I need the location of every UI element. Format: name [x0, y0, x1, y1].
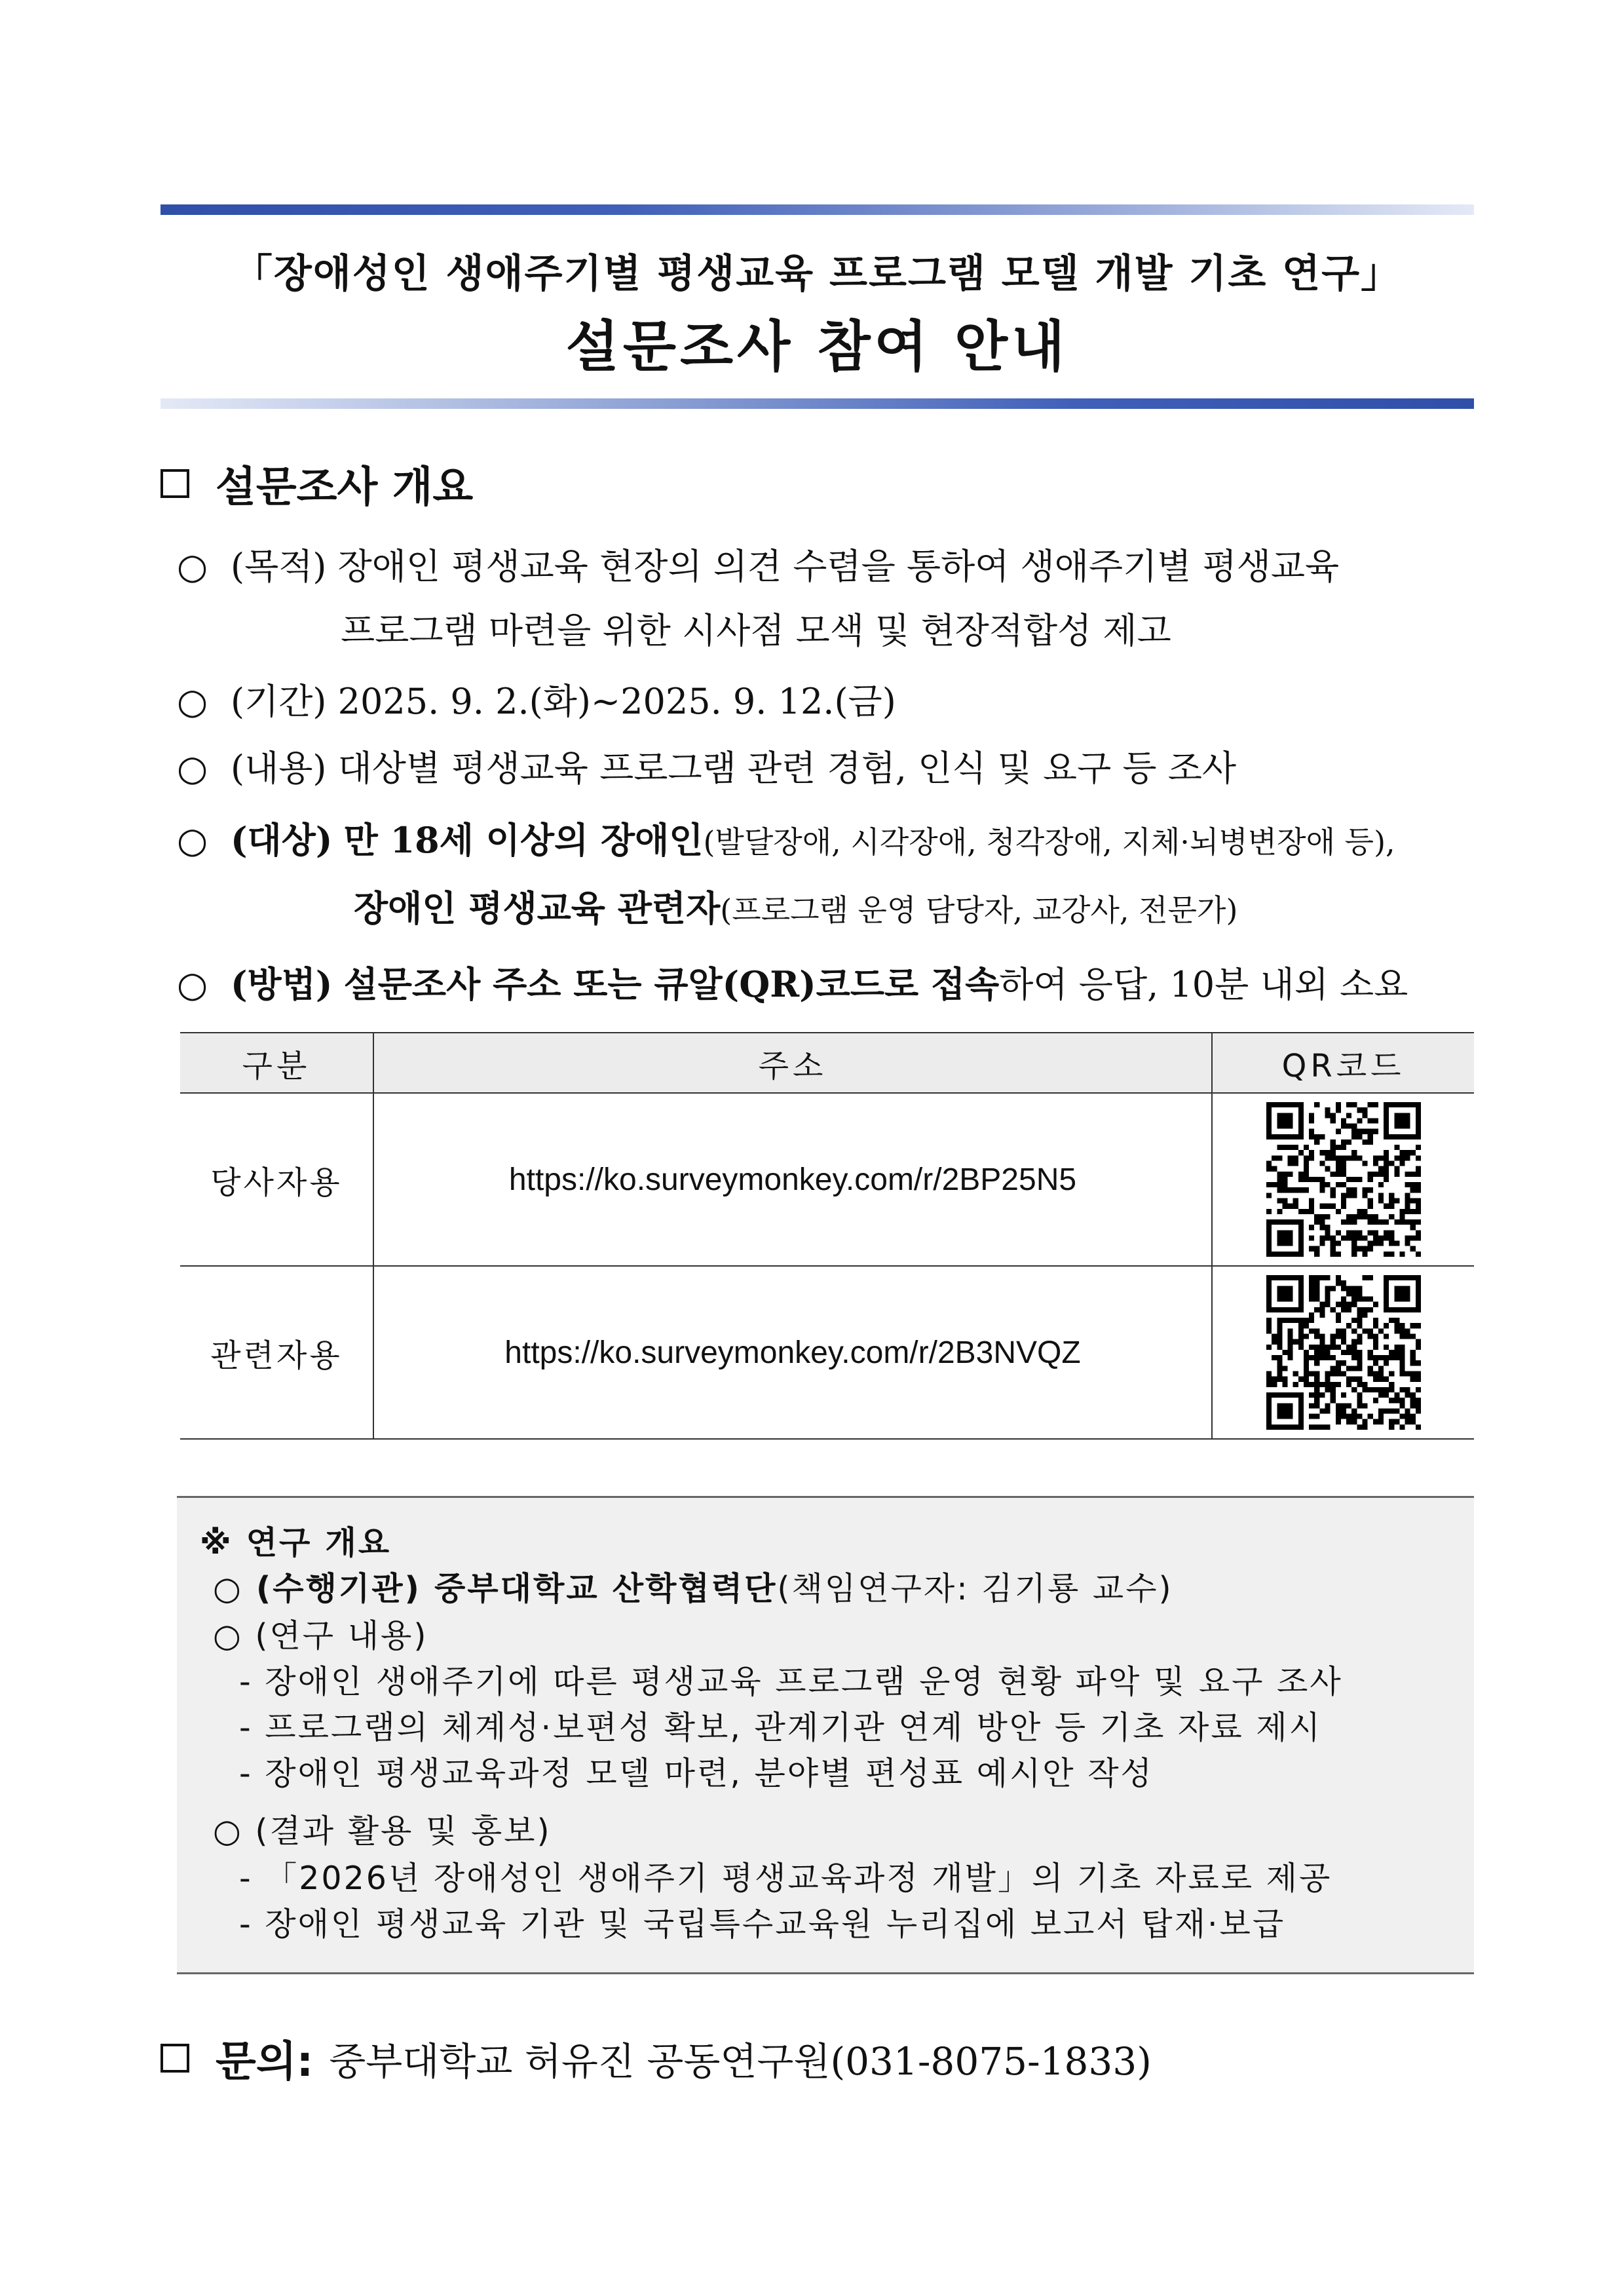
target-line1-bold: 만 18세 이상의 장애인	[343, 819, 704, 861]
circle-bullet-icon: ○	[177, 748, 208, 789]
content-text: 대상별 평생교육 프로그램 관련 경험, 인식 및 요구 등 조사	[337, 748, 1237, 789]
content-item	[177, 740, 1236, 791]
research-org-note: (책임연구자: 김기룡 교수)	[777, 1570, 1173, 1607]
purpose-line2: 프로그램 마련을 위한 시사점 모색 및 현장적합성 제고	[341, 610, 1171, 651]
method-label: (방법)	[231, 963, 333, 1005]
circle-bullet-icon: ○	[177, 681, 208, 722]
column-header-qr: QR코드	[1212, 1033, 1474, 1093]
list-item: - 「2026년 장애성인 생애주기 평생교육과정 개발」의 기초 자료로 제공	[239, 1860, 1332, 1897]
period-label: (기간)	[231, 681, 327, 722]
contact-value: 중부대학교 허유진 공동연구원(031-8075-1833)	[329, 2039, 1152, 2084]
target-line2	[354, 881, 1237, 931]
purpose-line1: 장애인 평생교육 현장의 의견 수렴을 통하여 생애주기별 평생교육	[337, 546, 1340, 587]
research-result-label: ○ (결과 활용 및 홍보)	[213, 1812, 552, 1850]
overview-heading: 설문조사 개요	[216, 463, 474, 512]
list-item: - 장애인 생애주기에 따른 평생교육 프로그램 운영 현황 파악 및 요구 조사	[239, 1663, 1343, 1700]
method-text-rest: 하여 응답, 10분 내외 소요	[999, 964, 1408, 1005]
research-content-label: ○ (연구 내용)	[213, 1617, 428, 1655]
column-header-category: 구분	[180, 1033, 373, 1093]
document-title-line1: 「장애성인 생애주기별 평생교육 프로그램 모델 개발 기초 연구」	[233, 251, 1402, 297]
period-text: 2025. 9. 2.(화)~2025. 9. 12.(금)	[337, 681, 896, 722]
table-header-row	[180, 1033, 1474, 1093]
row-category: 당사자용	[180, 1093, 373, 1266]
research-org-label: ○ (수행기관) 중부대학교 산학협력단	[213, 1570, 778, 1607]
qr-code-icon[interactable]	[1266, 1275, 1421, 1430]
target-label: (대상)	[231, 819, 333, 861]
target-item	[177, 813, 1395, 863]
survey-url-link[interactable]: https://ko.surveymonkey.com/r/2B3NVQZ	[373, 1266, 1212, 1439]
circle-bullet-icon: ○	[177, 820, 208, 861]
content-label: (내용)	[231, 748, 327, 789]
purpose-label: (목적)	[231, 546, 327, 587]
method-item	[177, 957, 1408, 1007]
list-item: - 장애인 평생교육과정 모델 마련, 분야별 편성표 예시안 작성	[239, 1755, 1154, 1792]
row-category: 관련자용	[180, 1266, 373, 1439]
method-text-bold: 설문조사 주소 또는 큐알(QR)코드로 접속	[343, 963, 1000, 1005]
contact-label: 문의:	[216, 2038, 314, 2086]
target-line2-bold: 장애인 평생교육 관련자	[354, 887, 721, 929]
qr-code-icon[interactable]	[1266, 1102, 1421, 1257]
table-row	[180, 1266, 1474, 1439]
purpose-item	[177, 539, 1339, 589]
checkbox-square-icon	[161, 2044, 189, 2073]
target-line2-note: (프로그램 운영 담당자, 교강사, 전문가)	[720, 892, 1238, 928]
target-line1-note: (발달장애, 시각장애, 청각장애, 지체·뇌병변장애 등),	[703, 824, 1395, 860]
document-title-line2: 설문조사 참여 안내	[565, 315, 1069, 379]
table-row	[180, 1093, 1474, 1266]
list-item: - 프로그램의 체계성·보편성 확보, 관계기관 연계 방안 등 기초 자료 제시	[239, 1709, 1322, 1746]
research-overview-box	[177, 1496, 1474, 1974]
bottom-decorative-bar	[161, 398, 1474, 409]
qr-cell	[1212, 1093, 1474, 1266]
qr-cell	[1212, 1266, 1474, 1439]
circle-bullet-icon: ○	[177, 964, 208, 1005]
research-org	[213, 1563, 1173, 1609]
checkbox-square-icon	[161, 469, 189, 498]
top-decorative-bar	[161, 204, 1474, 215]
contact-info	[161, 2028, 1152, 2088]
period-item	[177, 674, 896, 724]
survey-link-table	[180, 1032, 1474, 1440]
column-header-address: 주소	[373, 1033, 1212, 1093]
survey-url-link[interactable]: https://ko.surveymonkey.com/r/2BP25N5	[373, 1093, 1212, 1266]
list-item: - 장애인 평생교육 기관 및 국립특수교육원 누리집에 보고서 탑재·보급	[239, 1905, 1286, 1943]
section-heading-overview	[161, 453, 473, 514]
research-heading: ※ 연구 개요	[200, 1524, 392, 1561]
circle-bullet-icon: ○	[177, 546, 208, 587]
